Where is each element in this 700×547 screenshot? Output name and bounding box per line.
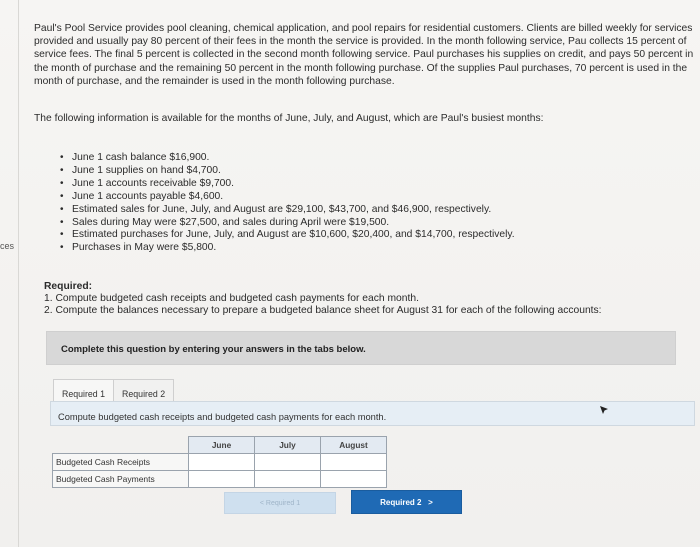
list-item: • Purchases in May were $5,800. (60, 242, 515, 255)
column-header-june: June (189, 437, 255, 454)
list-item: • June 1 cash balance $16,900. (60, 152, 515, 165)
list-item: • Estimated purchases for June, July, and August are $10,600, $20,400, and $14,700, respectively. (60, 229, 515, 242)
tab-required-2[interactable]: Required 2 (114, 379, 174, 406)
prev-button-label: Required 1 (265, 500, 301, 507)
intro-paragraph: Paul's Pool Service provides pool cleaning, chemical application, and pool repairs for residential customers. Clients are billed weekly for services provided and usually pay 80 percent of their fees in the month the service is provided. In the month following service, Pau collects 15 percent of service fees. The final 5 percent is collected in the second month following service. Paul purchases his supplies on credit, and pays 50 percent in the month of purchase and the remaining 50 percent in the month following purchase. Of the supplies Paul purchases, 70 percent is used in the month of purchase, and the remainder is used in the month following purchase. (34, 23, 694, 87)
info-list (60, 152, 515, 255)
payments-july-input[interactable] (255, 471, 321, 488)
next-required-button[interactable] (351, 490, 462, 514)
chevron-right-icon: > (423, 498, 433, 507)
info-line: The following information is available for the months of June, July, and August, which are Paul's busiest months: (34, 113, 544, 124)
mouse-cursor-icon (599, 405, 609, 415)
left-divider (18, 0, 19, 547)
list-item: • June 1 accounts receivable $9,700. (60, 178, 515, 191)
next-button-label: Required 2 (380, 498, 422, 507)
table-row (53, 454, 387, 471)
tab-required-1[interactable]: Required 1 (53, 379, 114, 407)
row-label-receipts: Budgeted Cash Receipts (53, 454, 189, 471)
column-header-august: August (321, 437, 387, 454)
table-row (53, 471, 387, 488)
list-item: • Sales during May were $27,500, and sales during April were $19,500. (60, 217, 515, 230)
instruction-text: Complete this question by entering your answers in the tabs below. (61, 344, 366, 355)
receipts-july-input[interactable] (255, 454, 321, 471)
list-item: • June 1 accounts payable $4,600. (60, 191, 515, 204)
chevron-left-icon: < (259, 500, 264, 507)
cash-budget-table (52, 436, 387, 488)
list-item: • June 1 supplies on hand $4,700. (60, 165, 515, 178)
required-item: 1. Compute budgeted cash receipts and budgeted cash payments for each month. (44, 293, 419, 304)
prev-required-button[interactable] (224, 492, 336, 514)
instruction-box (46, 331, 676, 365)
column-header-july: July (255, 437, 321, 454)
row-label-payments: Budgeted Cash Payments (53, 471, 189, 488)
tab-prompt: Compute budgeted cash receipts and budgeted cash payments for each month. (58, 412, 387, 422)
table-corner (53, 437, 189, 454)
receipts-june-input[interactable] (189, 454, 255, 471)
payments-june-input[interactable] (189, 471, 255, 488)
required-item: 2. Compute the balances necessary to prepare a budgeted balance sheet for August 31 for each of the following accounts: (44, 305, 602, 317)
required-list (44, 293, 602, 318)
required-heading: Required: (44, 281, 93, 292)
list-item: • Estimated sales for June, July, and August are $29,100, $43,700, and $46,900, respectively. (60, 204, 515, 217)
payments-august-input[interactable] (321, 471, 387, 488)
receipts-august-input[interactable] (321, 454, 387, 471)
side-tab-label[interactable]: ces (0, 241, 15, 251)
